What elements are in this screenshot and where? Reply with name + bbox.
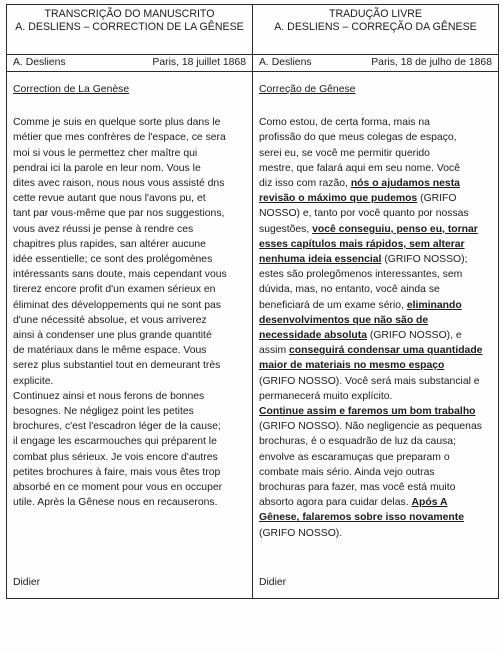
right-text-line <box>259 404 492 419</box>
right-text-line <box>259 343 492 358</box>
right-text-line <box>259 358 492 373</box>
left-text-line: explicite. <box>13 375 54 387</box>
left-section-title: Correction de La Genèse <box>13 84 130 95</box>
right-text-line <box>259 298 492 313</box>
right-text-line <box>259 434 492 449</box>
emphasized-text: nós o ajudamos nesta <box>350 178 460 190</box>
right-text-line <box>259 389 492 404</box>
right-text-line <box>259 176 492 191</box>
left-place-date: Paris, 18 juillet 1868 <box>152 57 246 68</box>
right-text-line <box>259 328 492 343</box>
text-segment: dúvida, mas, no entanto, você ainda se <box>259 284 440 296</box>
emphasized-text: maior de materiais no mesmo espaço <box>259 360 445 372</box>
text-segment: profissão do que meus colegas de espaço, <box>259 132 457 144</box>
left-text-line: de matériaux dans le même espace. Vous <box>13 345 207 357</box>
text-segment: NOSSO) e, tanto por você quanto por nossas <box>259 208 469 220</box>
left-text-line: serez plus substantiel tout en demeurant très <box>13 360 221 372</box>
right-text-line <box>259 526 492 541</box>
right-text-line <box>259 419 492 434</box>
right-section-title: Correção de Gênese <box>259 84 356 95</box>
left-body-cell <box>7 72 253 599</box>
right-text-line <box>259 374 492 389</box>
right-text-line <box>259 465 492 480</box>
text-segment: brochuras para fazer, mas você está muito <box>259 482 456 494</box>
right-text-line <box>259 206 492 221</box>
left-text-line: petites brochures à faire, mais vous êtes trop <box>13 466 221 478</box>
left-header-subtitle: A. DESLIENS – CORRECTION DE LA GÊNESE <box>15 21 244 33</box>
emphasized-text: Continue assim e faremos um bom trabalho <box>259 406 476 418</box>
left-header <box>7 5 253 55</box>
left-header-title: TRANSCRIÇÃO DO MANUSCRITO <box>44 8 215 20</box>
left-text-line: tirerez encore profit d'un examen sérieux en <box>13 284 216 296</box>
left-text-line: vous avez réussi je pense à rendre ces <box>13 223 194 235</box>
emphasized-text: nenhuma ideia essencial <box>259 254 382 266</box>
right-text-line <box>259 237 492 252</box>
right-text-line <box>259 146 492 161</box>
right-body-cell <box>253 72 499 599</box>
text-segment: (GRIFO NOSSO). Você será mais substancial e <box>259 375 480 387</box>
text-segment: permanecerá muito explícito. <box>259 390 393 402</box>
right-text-line <box>259 161 492 176</box>
text-segment: envolve as escaramuças que preparam o <box>259 451 450 463</box>
right-text-line <box>259 282 492 297</box>
text-segment: mestre, que falará aqui em seu nome. Você <box>259 162 460 174</box>
left-text-line: ainsi à condenser une plus grande quantité <box>13 330 212 342</box>
left-text-line: absorbé en ce moment pour vous en occuper <box>13 482 223 494</box>
emphasized-text: desenvolvimentos que não são de <box>259 314 429 326</box>
right-author: A. Desliens <box>259 57 312 68</box>
text-segment: combate mais sério. Ainda vejo outras <box>259 466 435 478</box>
right-text-line <box>259 130 492 145</box>
right-text-line <box>259 191 492 206</box>
right-text-line <box>259 267 492 282</box>
text-segment: estes são prolegômenos interessantes, sem <box>259 269 463 281</box>
emphasized-text: esses capítulos mais rápidos, sem alterar <box>259 238 465 250</box>
right-text-line <box>259 222 492 237</box>
emphasized-text: você conseguiu, penso eu, tornar <box>312 223 478 235</box>
right-message-text <box>259 115 492 541</box>
left-meta-row <box>7 55 253 72</box>
left-text-line: d'une nécessité absolue, et vous arriverez <box>13 314 207 326</box>
left-text-line: dites avec raison, nous nous vous assisté dns <box>13 178 225 190</box>
left-text-line: il engage les escarmouches qui préparent le <box>13 436 217 448</box>
right-text-line <box>259 252 492 267</box>
right-header <box>253 5 499 55</box>
right-header-title: TRADUÇÃO LIVRE <box>328 8 422 20</box>
emphasized-text: eliminando <box>406 299 462 311</box>
left-text-line: Continuez ainsi et nous ferons de bonnes <box>13 390 205 402</box>
right-text-line <box>259 510 492 525</box>
right-text-line <box>259 480 492 495</box>
left-text-line: intéressants sans doute, mais cependant vous <box>13 269 227 281</box>
left-text-line: moi si vous le permettez cher maître qui <box>13 147 198 159</box>
text-segment: (GRIFO NOSSO). <box>259 527 343 539</box>
emphasized-text: Gênese, falaremos sobre isso novamente <box>259 512 465 524</box>
left-text-line: idée essentielle; ce sont des prolégomènes <box>13 254 213 266</box>
left-message-text <box>13 115 246 510</box>
comparison-table <box>6 4 499 599</box>
emphasized-text: revisão o máximo que pudemos <box>259 193 418 205</box>
right-text-line <box>259 495 492 510</box>
text-segment: (GRIFO NOSSO). Não negligencie as pequenas <box>259 421 482 433</box>
text-segment: assim <box>259 345 290 357</box>
text-segment: diz isso com razão, <box>259 178 351 190</box>
right-text-line <box>259 115 492 130</box>
left-signature: Didier <box>13 576 41 588</box>
text-segment: beneficiará de um exame sério, <box>259 299 407 311</box>
left-author: A. Desliens <box>13 57 66 68</box>
left-text-line: combat plus sérieux. Je vois encore d'autres <box>13 451 218 463</box>
left-text-line: brochures, c'est l'escadron léger de la cause; <box>13 421 221 433</box>
emphasized-text: conseguirá condensar uma quantidade <box>289 345 483 357</box>
emphasized-text: Após A <box>411 497 448 509</box>
text-segment: (GRIFO <box>417 193 457 205</box>
left-text-line: métier que mes confrères de l'espace, ce sera <box>13 132 226 144</box>
right-text-line <box>259 450 492 465</box>
text-segment: Como estou, de certa forma, mais na <box>259 117 430 129</box>
text-segment: (GRIFO NOSSO); <box>381 254 468 266</box>
left-text-line: Comme je suis en quelque sorte plus dans le <box>13 117 221 129</box>
left-text-line: cette revue autant que nous l'avons pu, et <box>13 193 206 205</box>
text-segment: serei eu, se você me permitir querido <box>259 147 430 159</box>
right-text-line <box>259 313 492 328</box>
right-meta-row <box>253 55 499 72</box>
right-signature: Didier <box>259 576 287 588</box>
emphasized-text: necessidade absoluta <box>259 330 367 342</box>
text-segment: (GRIFO NOSSO), e <box>367 330 462 342</box>
left-text-line: tant par vous-même que par nos suggestions, <box>13 208 225 220</box>
left-text-line: utile. Après la Gênese nous en recauserons. <box>13 497 218 509</box>
left-text-line: besognes. Ne négligez point les petites <box>13 406 194 418</box>
right-place-date: Paris, 18 de julho de 1868 <box>371 57 492 68</box>
text-segment: absorto agora para cuidar delas. <box>259 497 412 509</box>
text-segment: brochuras, é o esquadrão de luz da causa; <box>259 436 456 448</box>
right-header-subtitle: A. DESLIENS – CORREÇÃO DA GÊNESE <box>274 21 477 33</box>
left-text-line: pendrai ici la parole en leur nom. Vous le <box>13 162 201 174</box>
left-text-line: éliminat des développements qui ne sont pas <box>13 299 221 311</box>
left-text-line: chapitres plus rapides, san altérer aucune <box>13 238 206 250</box>
text-segment: sugestões, <box>259 223 313 235</box>
